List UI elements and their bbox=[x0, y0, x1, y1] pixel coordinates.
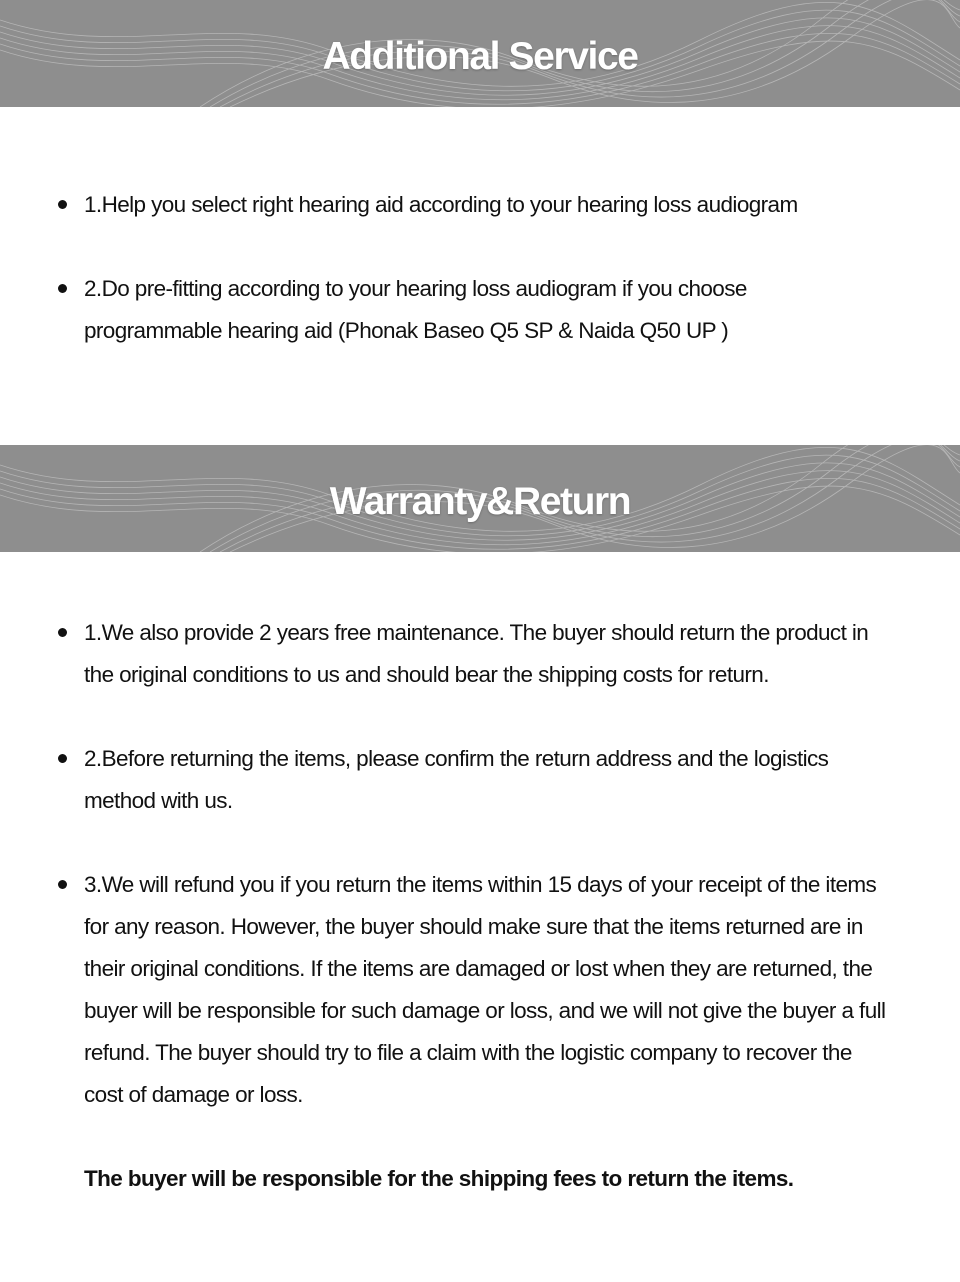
warranty-return-list bbox=[0, 612, 960, 1116]
bullet-icon bbox=[58, 284, 67, 293]
list-item bbox=[0, 864, 960, 1116]
bullet-icon bbox=[58, 880, 67, 889]
section-banner-warranty-return bbox=[0, 445, 960, 552]
list-item bbox=[0, 184, 960, 226]
list-item-text: 1.We also provide 2 years free maintenance. The buyer should return the product in the original conditions to us and should bear the shipping costs for return. bbox=[84, 620, 869, 687]
section-title: Additional Service bbox=[322, 35, 638, 78]
list-item-text: 3.We will refund you if you return the items within 15 days of your receipt of the items for any reason. However, the buyer should make sure that the items returned are in their original conditions. If the items are damaged or lost when they are returned, the buyer will be responsible for such damage or loss, and we will not give the buyer a full refund. The buyer should try to file a claim with the logistic company to recover the cost of damage or loss. bbox=[84, 872, 886, 1107]
list-item bbox=[0, 612, 960, 696]
bullet-icon bbox=[58, 628, 67, 637]
section-title: Warranty&Return bbox=[329, 480, 631, 523]
section-banner-additional-service bbox=[0, 0, 960, 107]
bullet-icon bbox=[58, 200, 67, 209]
additional-service-list bbox=[0, 184, 960, 352]
list-item-text: 2.Before returning the items, please confirm the return address and the logistics method with us. bbox=[84, 746, 829, 813]
bullet-icon bbox=[58, 754, 67, 763]
list-item bbox=[0, 268, 960, 352]
shipping-fee-note: The buyer will be responsible for the shipping fees to return the items. bbox=[84, 1166, 794, 1191]
list-item-text: 2.Do pre-fitting according to your hearing loss audiogram if you choose programmable hearing aid (Phonak Baseo Q5 SP & Naida Q50 UP ) bbox=[84, 276, 747, 343]
list-item bbox=[0, 738, 960, 822]
list-item-text: 1.Help you select right hearing aid according to your hearing loss audiogram bbox=[84, 192, 798, 217]
